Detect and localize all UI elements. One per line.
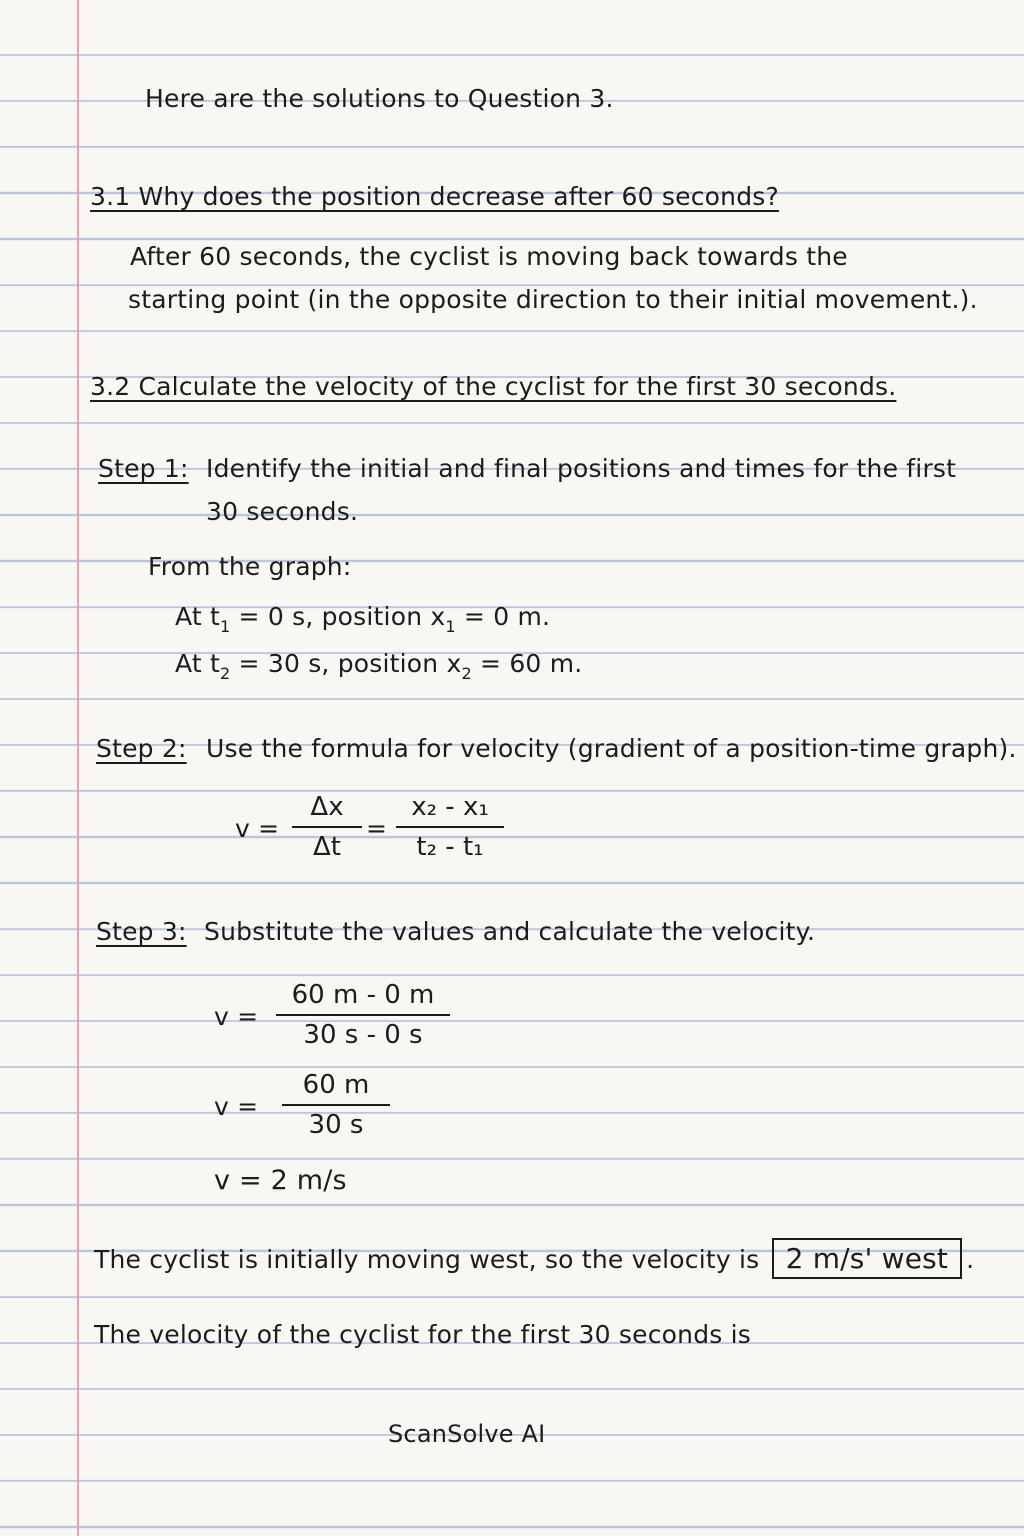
velocity-symbol: v = — [235, 814, 280, 843]
final-position-line — [175, 647, 582, 684]
denominator: 30 s - 0 s — [303, 1020, 423, 1050]
final-line: The velocity of the cyclist for the first 30 seconds is — [94, 1320, 752, 1349]
substitution-fraction — [276, 978, 450, 1052]
at-t-text: At t — [175, 649, 221, 678]
margin-line — [77, 0, 79, 1536]
from-graph-label: From the graph: — [148, 552, 352, 581]
equals-sign: = — [366, 814, 388, 843]
velocity-fraction-delta — [292, 790, 362, 864]
subscript: 1 — [220, 617, 231, 636]
velocity-result: v = 2 m/s — [214, 1165, 347, 1196]
denominator: 30 s — [308, 1110, 364, 1140]
fraction-bar — [276, 1014, 450, 1016]
step-3-label: Step 3: — [96, 917, 187, 946]
step-2-label: Step 2: — [96, 734, 187, 763]
intro-text: Here are the solutions to Question 3. — [145, 84, 614, 113]
initial-position-line — [175, 600, 550, 637]
numerator: 60 m — [302, 1070, 370, 1100]
fraction-bar — [396, 826, 504, 828]
step-1-label: Step 1: — [98, 454, 189, 483]
denominator: Δt — [313, 832, 341, 862]
numerator: x₂ - x₁ — [411, 792, 489, 822]
velocity-fraction-differences — [396, 790, 504, 864]
subscript: 2 — [461, 664, 472, 683]
subscript: 2 — [220, 664, 231, 683]
value-text: = 60 m. — [471, 649, 583, 678]
at-t-text: At t — [175, 602, 221, 631]
simplified-fraction — [282, 1068, 390, 1142]
position-text: = 0 s, position x — [230, 602, 446, 631]
step-3-text: Substitute the values and calculate the velocity. — [204, 917, 816, 946]
period: . — [966, 1245, 975, 1274]
position-text: = 30 s, position x — [230, 649, 462, 678]
numerator: Δx — [310, 792, 344, 822]
question-3-1-heading: 3.1 Why does the position decrease after 60 seconds? — [90, 182, 779, 211]
velocity-symbol: v = — [214, 1002, 259, 1031]
boxed-answer: 2 m/s' west — [772, 1238, 963, 1279]
step-2-text: Use the formula for velocity (gradient of a position-time graph). — [206, 734, 1017, 763]
fraction-bar — [292, 826, 362, 828]
denominator: t₂ - t₁ — [416, 832, 484, 862]
answer-3-1-line-2: starting point (in the opposite direction to their initial movement.). — [128, 285, 978, 314]
conclusion-text: The cyclist is initially moving west, so the velocity is — [94, 1245, 760, 1274]
step-1-text-line-1: Identify the initial and final positions and times for the first — [206, 454, 957, 483]
subscript: 1 — [445, 617, 456, 636]
numerator: 60 m - 0 m — [291, 980, 435, 1010]
fraction-bar — [282, 1104, 390, 1106]
velocity-symbol: v = — [214, 1092, 259, 1121]
step-1-text-line-2: 30 seconds. — [206, 497, 359, 526]
question-3-2-heading: 3.2 Calculate the velocity of the cyclist for the first 30 seconds. — [90, 372, 897, 401]
footer-brand: ScanSolve AI — [388, 1420, 546, 1448]
answer-3-1-line-1: After 60 seconds, the cyclist is moving back towards the — [130, 242, 848, 271]
conclusion-line — [94, 1242, 974, 1277]
value-text: = 0 m. — [455, 602, 551, 631]
